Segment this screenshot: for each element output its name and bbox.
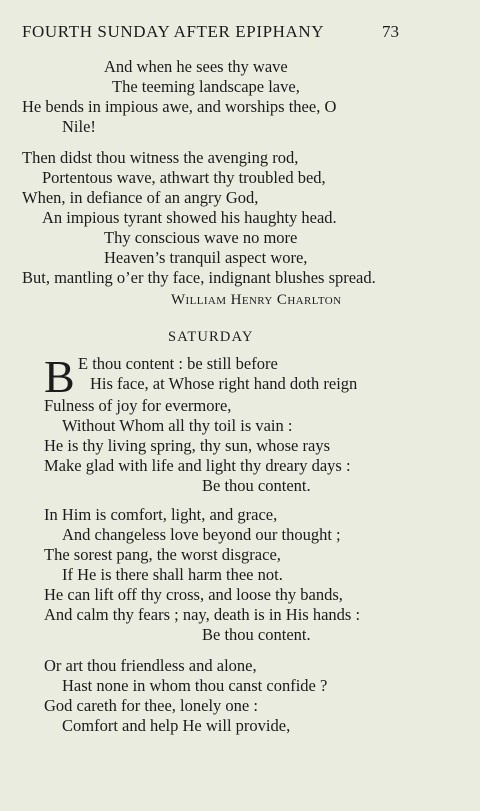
poem-line: And calm thy fears ; nay, death is in His hands : xyxy=(44,605,361,624)
poem-line: When, in defiance of an angry God, xyxy=(22,188,259,207)
section-title: SATURDAY xyxy=(168,329,254,345)
poem-line: Then didst thou witness the avenging rod, xyxy=(22,148,299,167)
poem-line: The teeming landscape lave, xyxy=(112,77,300,96)
poem-line: E thou content : be still before xyxy=(78,354,278,373)
poem-line: He can lift off thy cross, and loose thy bands, xyxy=(44,585,343,604)
poem-line: He is thy living spring, thy sun, whose rays xyxy=(44,436,330,455)
poem-line: Be thou content. xyxy=(202,625,311,644)
poem-line: Heaven’s tranquil aspect wore, xyxy=(104,248,308,267)
poem-line: If He is there shall harm thee not. xyxy=(62,565,283,584)
poem-line: Hast none in whom thou canst confide ? xyxy=(62,676,328,695)
poem-line: Portentous wave, athwart thy troubled bed, xyxy=(42,168,326,187)
poem-line: Thy conscious wave no more xyxy=(104,228,298,247)
page-number: 73 xyxy=(382,22,399,41)
running-title: FOURTH SUNDAY AFTER EPIPHANY xyxy=(22,22,325,41)
poem-line: Comfort and help He will provide, xyxy=(62,716,291,735)
poem-line: His face, at Whose right hand doth reign xyxy=(90,374,358,393)
poem-line: Or art thou friendless and alone, xyxy=(44,656,257,675)
poem-line: He bends in impious awe, and worships thee, O xyxy=(22,97,337,116)
poem-author: William Henry Charlton xyxy=(171,292,342,308)
poem-line: An impious tyrant showed his haughty head. xyxy=(42,208,337,227)
poem-line: But, mantling o’er thy face, indignant blushes spread. xyxy=(22,268,376,287)
poem-line: And when he sees thy wave xyxy=(104,57,288,76)
poem-line: And changeless love beyond our thought ; xyxy=(62,525,341,544)
poem-line: Nile! xyxy=(62,117,96,136)
poem-line: Be thou content. xyxy=(202,476,311,495)
poem-line: Without Whom all thy toil is vain : xyxy=(62,416,293,435)
poem-line: Make glad with life and light thy dreary days : xyxy=(44,456,351,475)
poem-line: God careth for thee, lonely one : xyxy=(44,696,258,715)
poem-line: Fulness of joy for evermore, xyxy=(44,396,232,415)
poem-line: In Him is comfort, light, and grace, xyxy=(44,505,278,524)
poem-line: The sorest pang, the worst disgrace, xyxy=(44,545,281,564)
drop-cap: B xyxy=(44,351,75,402)
